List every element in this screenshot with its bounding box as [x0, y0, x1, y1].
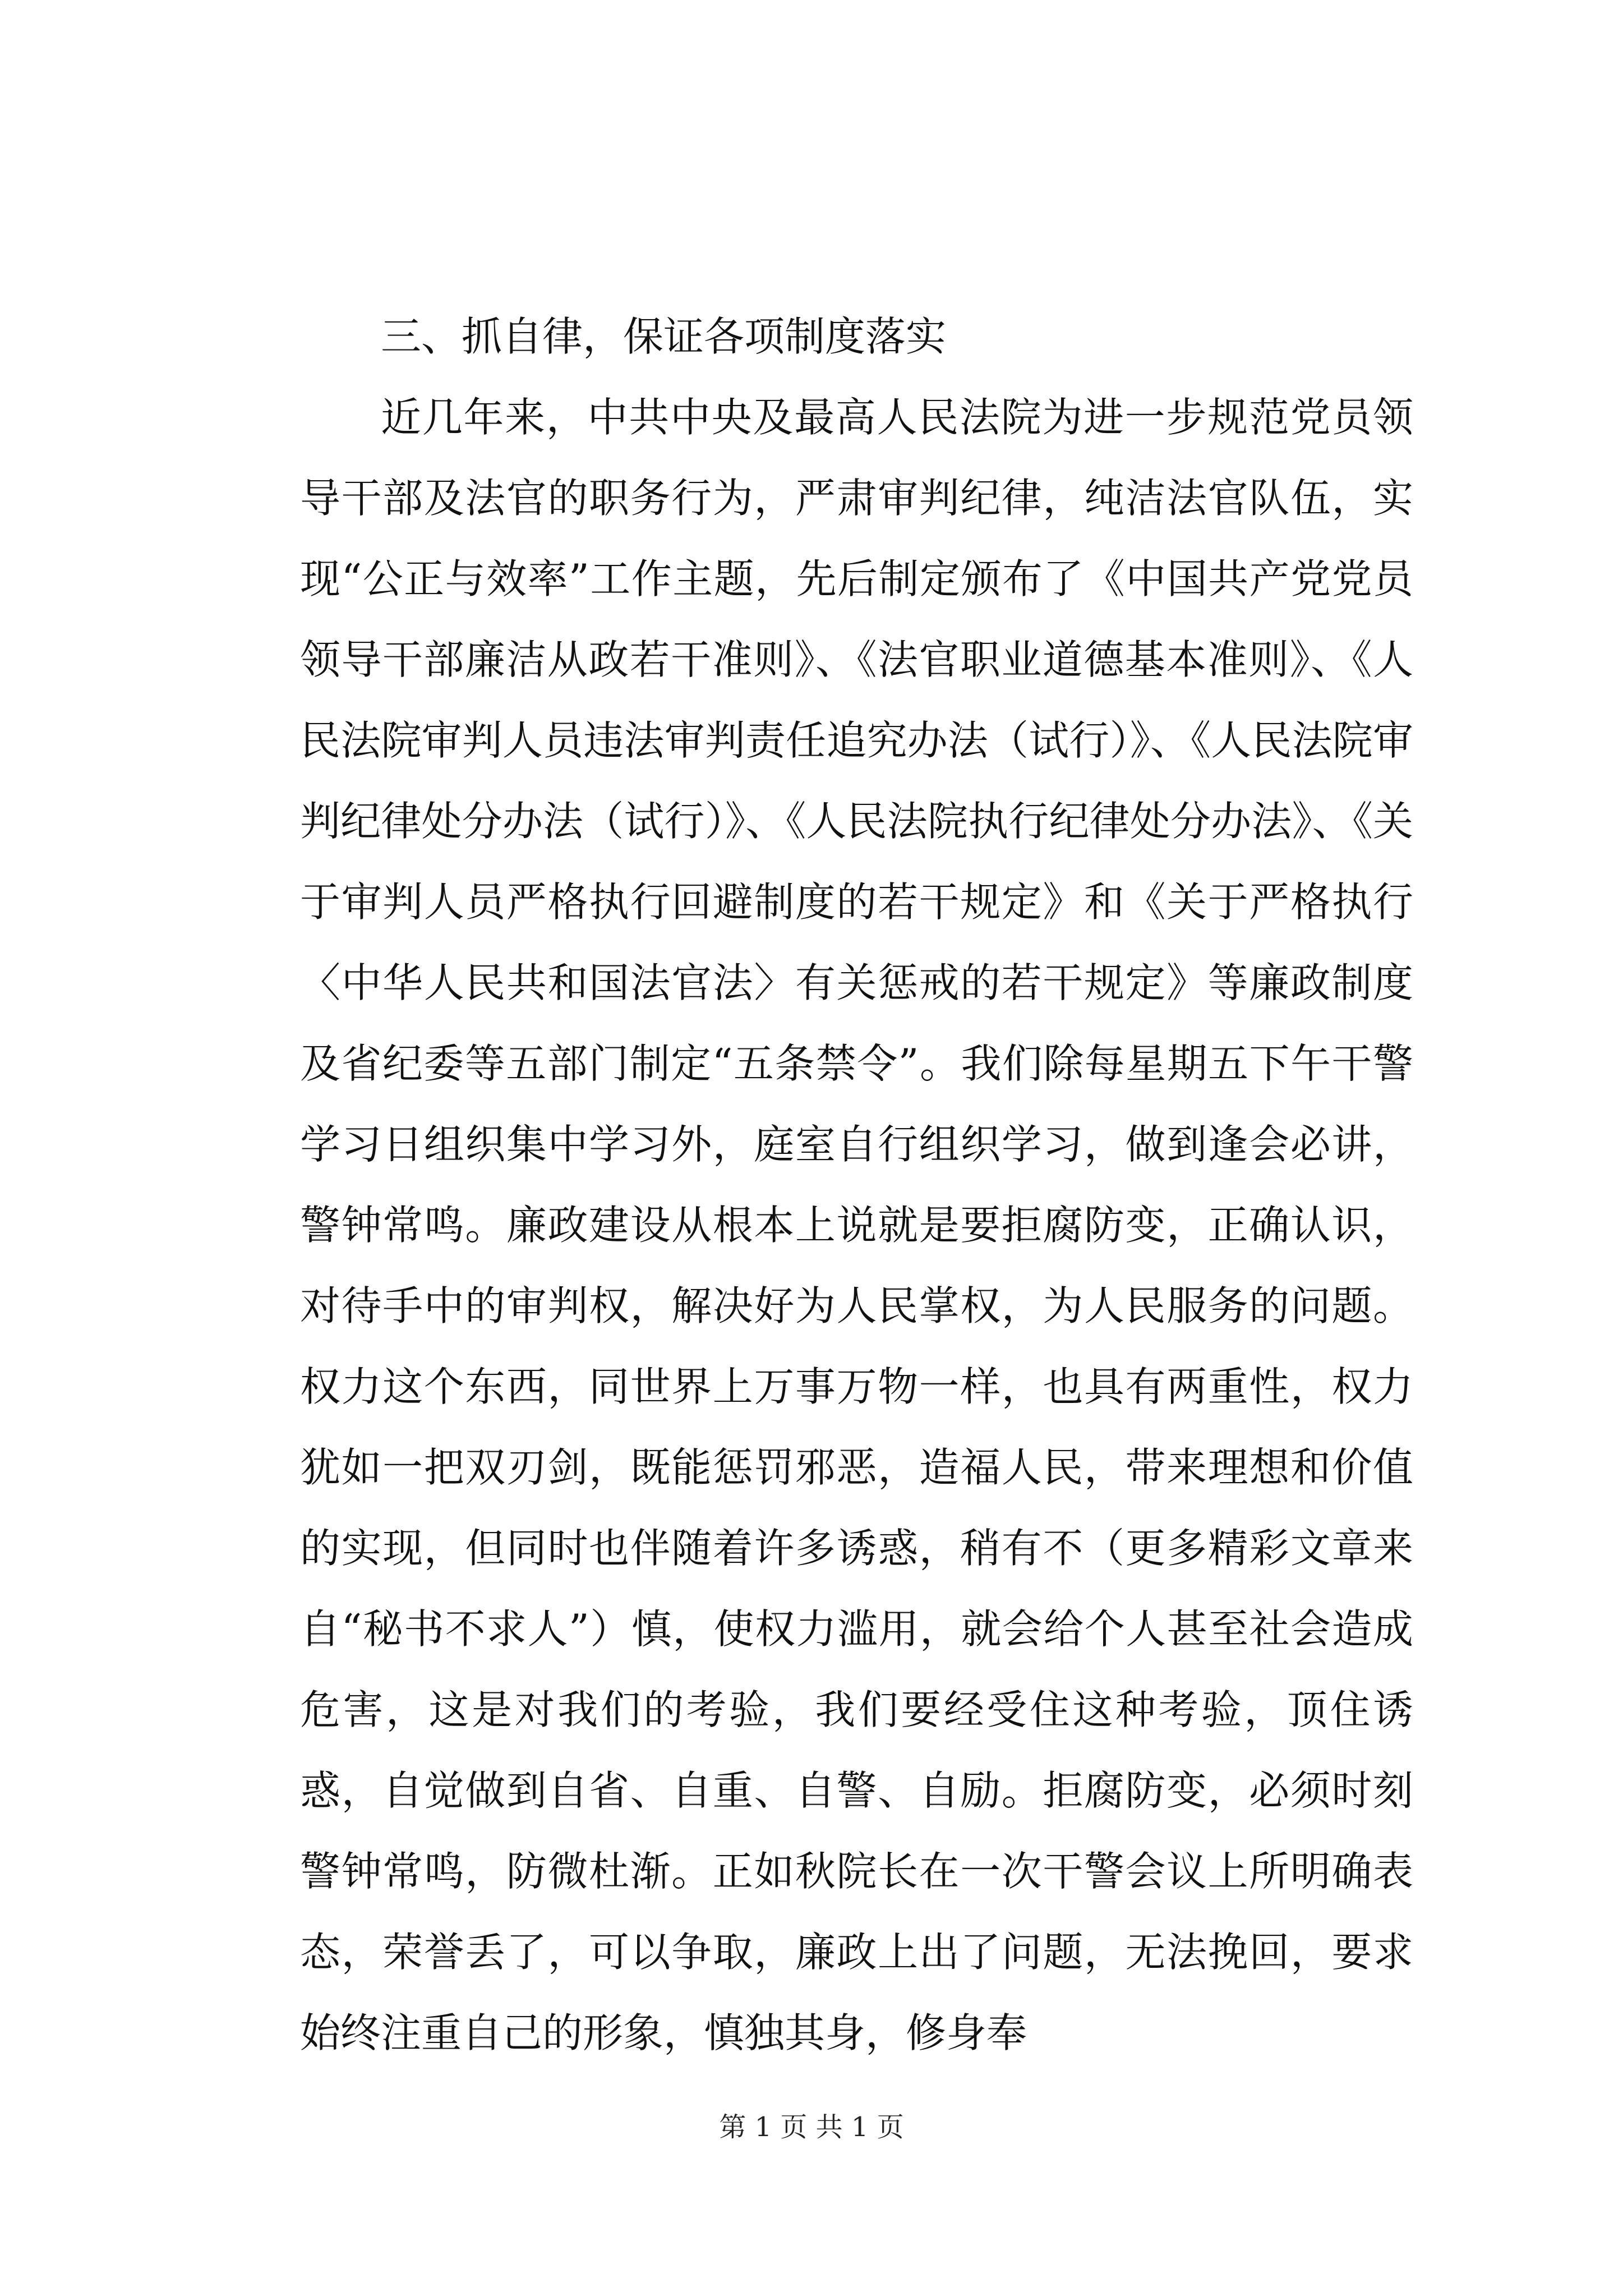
section-heading: 三、抓自律，保证各项制度落实 [381, 313, 947, 360]
document-body [300, 296, 1413, 2073]
page-footer: 第 1 页 共 1 页 [719, 2111, 904, 2143]
body-paragraph: 近几年来，中共中央及最高人民法院为进一步规范党员领导干部及法官的职务行为，严肃审判纪律，纯洁法官队伍，实现“公正与效率”工作主题，先后制定颁布了《中国共产党党员领导干部廉洁从政若干准则》、《法官职业道德基本准则》、《人民法院审判人员违法审判责任追究办法（试行）》、《人民法院审判纪律处分办法（试行）》、《人民法院执行纪律处分办法》、《关于审判人员严格执行回避制度的若干规定》和《关于严格执行〈中华人民共和国法官法〉有关惩戒的若干规定》等廉政制度及省纪委等五部门制定“五条禁令”。我们除每星期五下午干警学习日组织集中学习外，庭室自行组织学习，做到逢会必讲，警钟常鸣。廉政建设从根本上说就是要拒腐防变，正确认识，对待手中的审判权，解决好为人民掌权，为人民服务的问题。权力这个东西，同世界上万事万物一样，也具有两重性，权力犹如一把双刃剑，既能惩罚邪恶，造福人民，带来理想和价值的实现，但同时也伴随着许多诱惑，稍有不（更多精彩文章来自“秘书不求人”）慎，使权力滥用，就会给个人甚至社会造成危害，这是对我们的考验，我们要经受住这种考验，顶住诱惑，自觉做到自省、自重、自警、自励。拒腐防变，必须时刻警钟常鸣，防微杜渐。正如秋院长在一次干警会议上所明确表态，荣誉丢了，可以争取，廉政上出了问题，无法挽回，要求始终注重自己的形象，慎独其身，修身奉 [300, 394, 1413, 2056]
